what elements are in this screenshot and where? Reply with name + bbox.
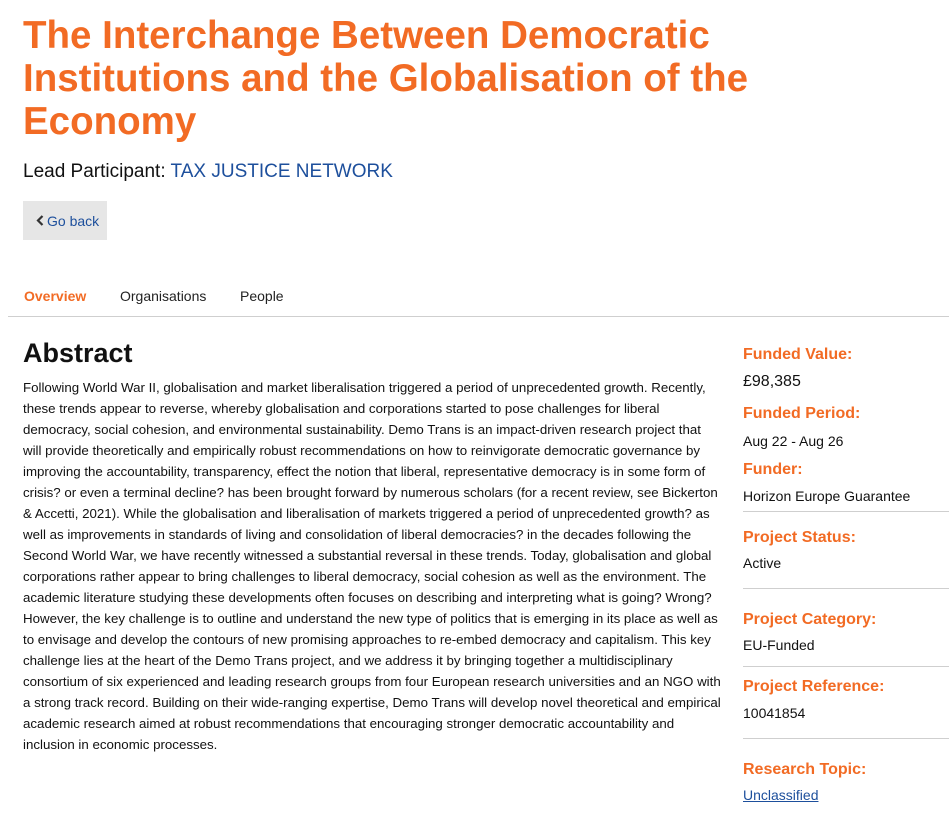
lead-participant-label: Lead Participant: — [23, 161, 166, 182]
funded-period: Aug 22 - Aug 26 — [743, 433, 844, 449]
funder-label: Funder: — [743, 461, 803, 478]
abstract-heading: Abstract — [23, 338, 133, 368]
project-reference: 10041854 — [743, 705, 806, 721]
funded-value-label: Funded Value: — [743, 346, 853, 363]
divider — [743, 511, 949, 512]
divider — [743, 588, 949, 589]
lead-participant-link[interactable]: TAX JUSTICE NETWORK — [170, 161, 393, 182]
tab-people[interactable]: People — [240, 288, 284, 304]
project-category: EU-Funded — [743, 637, 815, 653]
research-topic-link[interactable]: Unclassified — [743, 787, 819, 803]
page-title: The Interchange Between Democratic Institutions and the Globalisation of the Economy — [23, 14, 749, 143]
go-back-label: Go back — [47, 212, 100, 229]
divider — [743, 666, 949, 667]
project-category-label: Project Category: — [743, 611, 877, 628]
abstract-text: Following World War II, globalisation and market liberalisation triggered a period of unprecedented growth. Recently, these trends appear to reverse, whereby globalisation and corporations started to pose challenges for liberal democracy, social cohesion, and environmental sustainability. Demo Trans is an impact-driven research project that will provide theoretically and empirically robust recommendations on how to reinvigorate democratic governance by improving the accountability, transparency, effect the notion that liberal, representative democracy is in some form of crisis? or even a terminal decline? has been brought forward by numerous scholars (for a recent review, see Bickerton & Accetti, 2021). While the globalisation and liberalisation of markets triggered a period of unprecedented growth? as well as improvements in standards of living and consolidation of liberal democracies? in the decades following the Second World War, we have recently witnessed a substantial reversal in these trends. Today, globalisation and global corporations rather appear to bring challenges to liberal democracy, social cohesion as well as the environment. The academic literature studying these developments often focuses on describing and interpreting what is going? Wrong? However, the key challenge is to outline and understand the new type of politics that is emerging in its place as well as to envisage and develop the contours of new promising approaches to re-embed democracy and capitalism. This key challenge lies at the heart of the Demo Trans project, and we address it by bringing together a multidisciplinary consortium of six experienced and leading research groups from four European research universities and an NGO with a strong track record. Building on their wide-ranging expertise, Demo Trans will develop novel theoretical and empirical academic research aimed at robust recommendations that encouraging stronger democratic accountability and inclusion in economic processes. — [23, 380, 721, 752]
funder: Horizon Europe Guarantee — [743, 488, 911, 504]
funded-period-label: Funded Period: — [743, 405, 861, 422]
research-topic — [743, 787, 818, 803]
tab-organisations[interactable]: Organisations — [120, 288, 207, 304]
lead-participant — [23, 161, 393, 183]
research-topic-label: Research Topic: — [743, 761, 867, 778]
project-reference-label: Project Reference: — [743, 678, 885, 695]
go-back-button[interactable] — [23, 201, 107, 240]
project-status-label: Project Status: — [743, 529, 856, 546]
chevron-left-icon — [33, 215, 47, 226]
funded-value: £98,385 — [743, 373, 801, 390]
project-status: Active — [743, 555, 782, 571]
tab-overview[interactable]: Overview — [24, 288, 87, 304]
tab-bar — [8, 276, 949, 317]
divider — [743, 738, 949, 739]
